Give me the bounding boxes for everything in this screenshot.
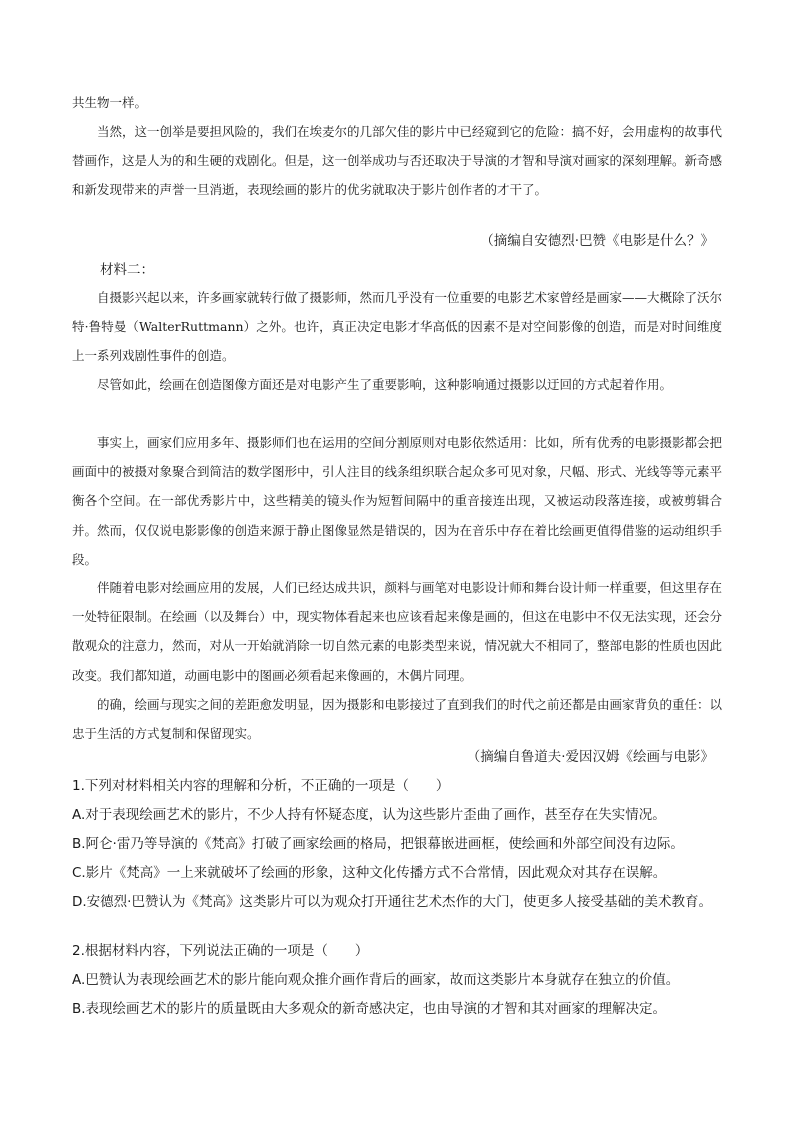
question-2-stem: 2.根据材料内容，下列说法正确的一项是（ ） xyxy=(72,943,369,959)
material2-paragraph-1: 自摄影兴起以来，许多画家就转行做了摄影师，然而几乎没有一位重要的电影艺术家曾经是画家——大概除了沃尔特·鲁特曼（WalterRuttmann）之外。也许，真正决定电影才华高低的因素不是对空间影像的创造，而是对时间维度上一系列戏剧性事件的创造。 xyxy=(72,290,723,364)
question-1-option-c: C.影片《梵高》一上来就破坏了绘画的形象，这种文化传播方式不合常情，因此观众对其存在误解。 xyxy=(72,865,667,881)
question-1-option-d: D.安德烈·巴赞认为《梵高》这类影片可以为观众打开通往艺术杰作的大门，使更多人接受基础的美术教育。 xyxy=(72,894,712,910)
material1-paragraph: 当然，这一创举是要担风险的，我们在埃麦尔的几部欠佳的影片中已经窥到它的危险：搞不好，会用虚构的故事代替画作，这是人为的和生硬的戏剧化。但是，这一创举成功与否还取决于导演的才智和导演对画家的深刻理解。新奇感和新发现带来的声誉一旦消逝，表现绘画的影片的优劣就取决于影片创作者的才干了。 xyxy=(72,124,723,198)
question-2-option-b: B.表现绘画艺术的影片的质量既由大多观众的新奇感决定，也由导演的才智和其对画家的理解决定。 xyxy=(72,1001,667,1017)
material2-paragraph-2: 尽管如此，绘画在创造图像方面还是对电影产生了重要影响，这种影响通过摄影以迂回的方式起着作用。 xyxy=(97,377,673,392)
material2-paragraph-3: 事实上，画家们应用多年、摄影师们也在运用的空间分割原则对电影依然适用：比如，所有优秀的电影摄影都会把画面中的被摄对象聚合到简洁的数学图形中，引人注目的线条组织联合起众多可见对象，尺幅、形式、光线等等元素平衡各个空间。在一部优秀影片中，这些精美的镜头作为短暂间隔中的重音接连出现，又被运动段落连接，或被剪辑合并。然而，仅仅说电影影像的创造来源于静止图像显然是错误的，因为在音乐中存在着比绘画更值得借鉴的运动组织手段。 xyxy=(72,435,723,567)
material1-source: （摘编自安德烈·巴赞《电影是什么？》 xyxy=(480,233,714,249)
question-1-option-a: A.对于表现绘画艺术的影片，不少人持有怀疑态度，认为这些影片歪曲了画作，甚至存在失实情况。 xyxy=(72,807,666,823)
material2-label: 材料二： xyxy=(100,262,154,278)
material2-paragraph-4: 伴随着电影对绘画应用的发展，人们已经达成共识，颜料与画笔对电影设计师和舞台设计师一样重要，但这里存在一处特征限制。在绘画（以及舞台）中，现实物体看起来也应该看起来像是画的，但这在电影中不仅无法实现，还会分散观众的注意力，然而，对从一开始就消除一切自然元素的电影类型来说，情况就大不相同了，整部电影的性质也因此改变。我们都知道，动画电影中的图画必须看起来像画的，木偶片同理。 xyxy=(72,580,723,683)
question-2-option-a: A.巴赞认为表现绘画艺术的影片能向观众推介画作背后的画家，故而这类影片本身就存在独立的价值。 xyxy=(72,972,680,988)
question-1-stem: 1.下列对材料相关内容的理解和分析，不正确的一项是（ ） xyxy=(72,778,450,794)
question-1-option-b: B.阿仑·雷乃等导演的《梵高》打破了画家绘画的格局，把银幕嵌进画框，使绘画和外部空间没有边际。 xyxy=(72,836,684,852)
material2-source: （摘编自鲁道夫·爱因汉姆《绘画与电影》 xyxy=(466,749,714,765)
continued-line: 共生物一样。 xyxy=(72,95,148,110)
material2-paragraph-5: 的确，绘画与现实之间的差距愈发明显，因为摄影和电影接过了直到我们的时代之前还都是由画家背负的重任：以忠于生活的方式复制和保留现实。 xyxy=(72,697,723,742)
